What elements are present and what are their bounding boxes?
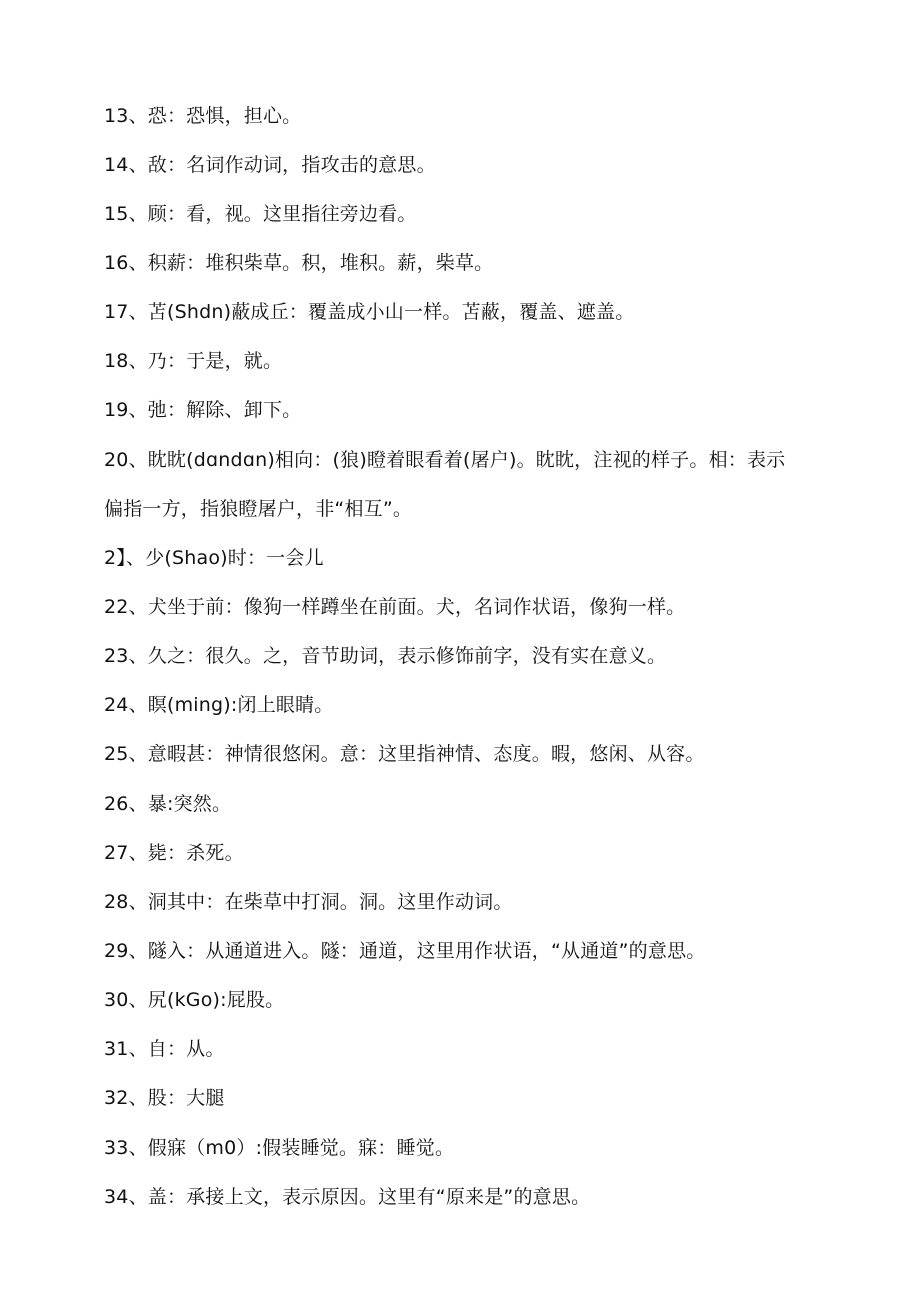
note-14: 14、敌：名词作动词，指攻击的意思。: [104, 154, 436, 176]
note-19: 19、弛：解除、卸下。: [104, 399, 302, 421]
note-20: 20、眈眈(dɑndɑn)相向：(狼)瞪着眼看着(屠户)。眈眈，注视的样子。相：表示: [104, 449, 786, 471]
note-17: 17、苫(Shdn)蔽成丘：覆盖成小山一样。苫蔽，覆盖、遮盖。: [104, 301, 635, 323]
note-29: 29、隧入：从通道进入。隧：通道，这里用作状语，“从通道”的意思。: [104, 940, 706, 962]
note-34: 34、盖：承接上文，表示原因。这里有“原来是”的意思。: [104, 1186, 591, 1208]
note-26: 26、暴:突然。: [104, 793, 232, 815]
note-31: 31、自：从。: [104, 1038, 225, 1060]
note-24: 24、瞑(ming):闭上眼睛。: [104, 694, 334, 716]
note-28: 28、洞其中：在柴草中打洞。洞。这里作动词。: [104, 891, 513, 913]
note-25: 25、意暇甚：神情很悠闲。意：这里指神情、态度。暇，悠闲、从容。: [104, 743, 705, 765]
note-15: 15、顾：看，视。这里指往旁边看。: [104, 203, 417, 225]
note-23: 23、久之：很久。之，音节助词，表示修饰前字，没有实在意义。: [104, 645, 667, 667]
note-21: 2】、少(Shao)时：一会儿: [104, 547, 324, 569]
note-13: 13、恐：恐惧，担心。: [104, 105, 302, 127]
note-20-continued: 偏指一方，指狼瞪屠户，非“相互”。: [104, 498, 413, 520]
note-32: 32、股：大腿: [104, 1087, 225, 1109]
note-18: 18、乃：于是，就。: [104, 350, 283, 372]
note-30: 30、尻(kGo):屁股。: [104, 989, 285, 1011]
note-33: 33、假寐（m0）:假装睡觉。寐：睡觉。: [104, 1137, 455, 1159]
note-16: 16、积薪：堆积柴草。积，堆积。薪，柴草。: [104, 252, 494, 274]
note-22: 22、犬坐于前：像狗一样蹲坐在前面。犬，名词作状语，像狗一样。: [104, 596, 686, 618]
note-27: 27、毙：杀死。: [104, 842, 244, 864]
